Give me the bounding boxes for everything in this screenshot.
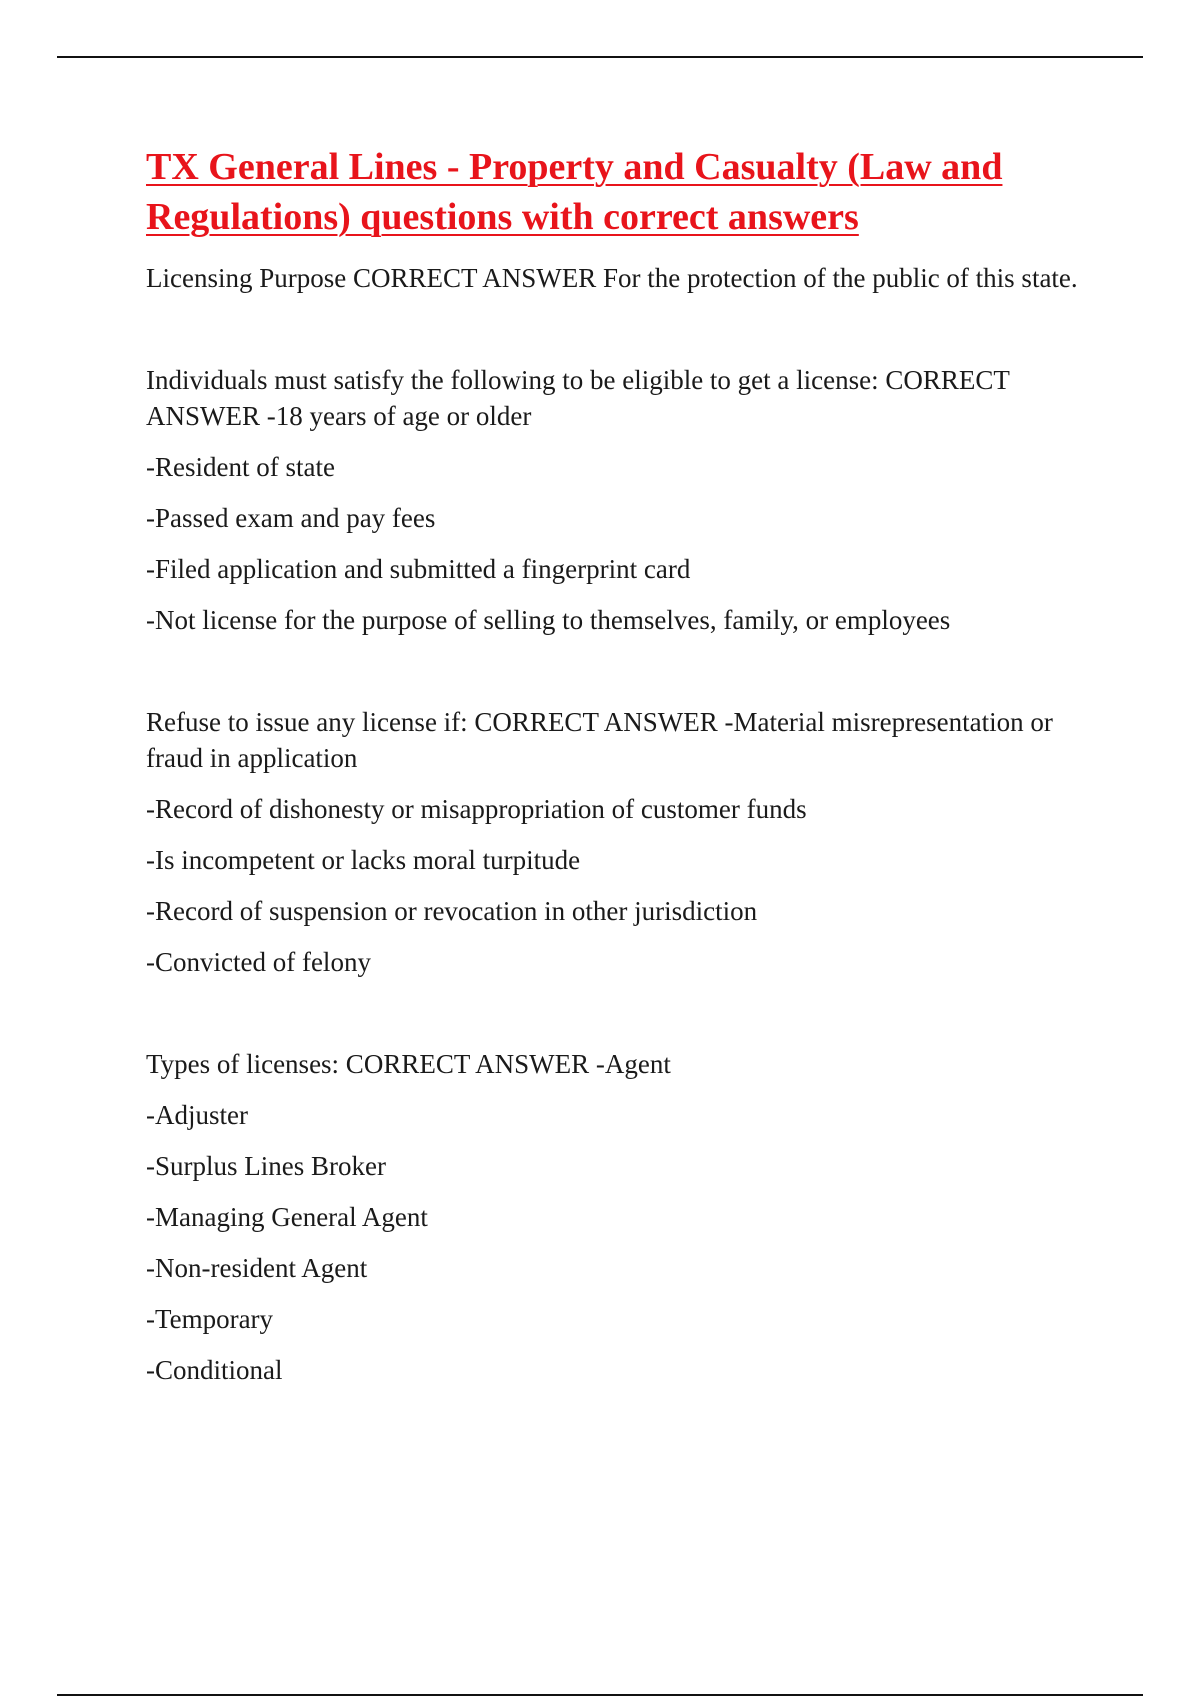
qa-block-refuse-license	[146, 704, 1081, 980]
qa-line: -Not license for the purpose of selling to themselves, family, or employees	[146, 605, 951, 635]
qa-line: -Is incompetent or lacks moral turpitude	[146, 845, 581, 875]
qa-line: -Resident of state	[146, 452, 335, 482]
qa-line: -Surplus Lines Broker	[146, 1151, 386, 1181]
qa-line: -Filed application and submitted a fingerprint card	[146, 554, 691, 584]
footer-rule	[57, 1694, 1143, 1696]
qa-line: Licensing Purpose CORRECT ANSWER For the protection of the public of this state.	[146, 263, 1078, 293]
document-body	[146, 142, 1081, 1454]
qa-block-eligibility	[146, 362, 1081, 638]
qa-line: -Temporary	[146, 1304, 274, 1334]
qa-line: Refuse to issue any license if: CORRECT ANSWER -Material misrepresentation or fraud in application	[146, 707, 1053, 773]
qa-line: -Passed exam and pay fees	[146, 503, 436, 533]
qa-line: -Non-resident Agent	[146, 1253, 368, 1283]
header-rule	[57, 56, 1143, 58]
qa-line: -Managing General Agent	[146, 1202, 428, 1232]
qa-block-license-types	[146, 1046, 1081, 1388]
qa-line: -Convicted of felony	[146, 947, 371, 977]
qa-line: Types of licenses: CORRECT ANSWER -Agent	[146, 1049, 671, 1079]
qa-line: -Record of suspension or revocation in other jurisdiction	[146, 896, 758, 926]
qa-line: -Conditional	[146, 1355, 283, 1385]
qa-line: Individuals must satisfy the following to be eligible to get a license: CORRECT ANSWER -18 years of age or older	[146, 365, 1010, 431]
qa-line: -Adjuster	[146, 1100, 248, 1130]
document-title: TX General Lines - Property and Casualty (Law and Regulations) questions with correct answers	[146, 146, 1003, 238]
qa-block-licensing-purpose	[146, 260, 1081, 296]
qa-line: -Record of dishonesty or misappropriation of customer funds	[146, 794, 807, 824]
